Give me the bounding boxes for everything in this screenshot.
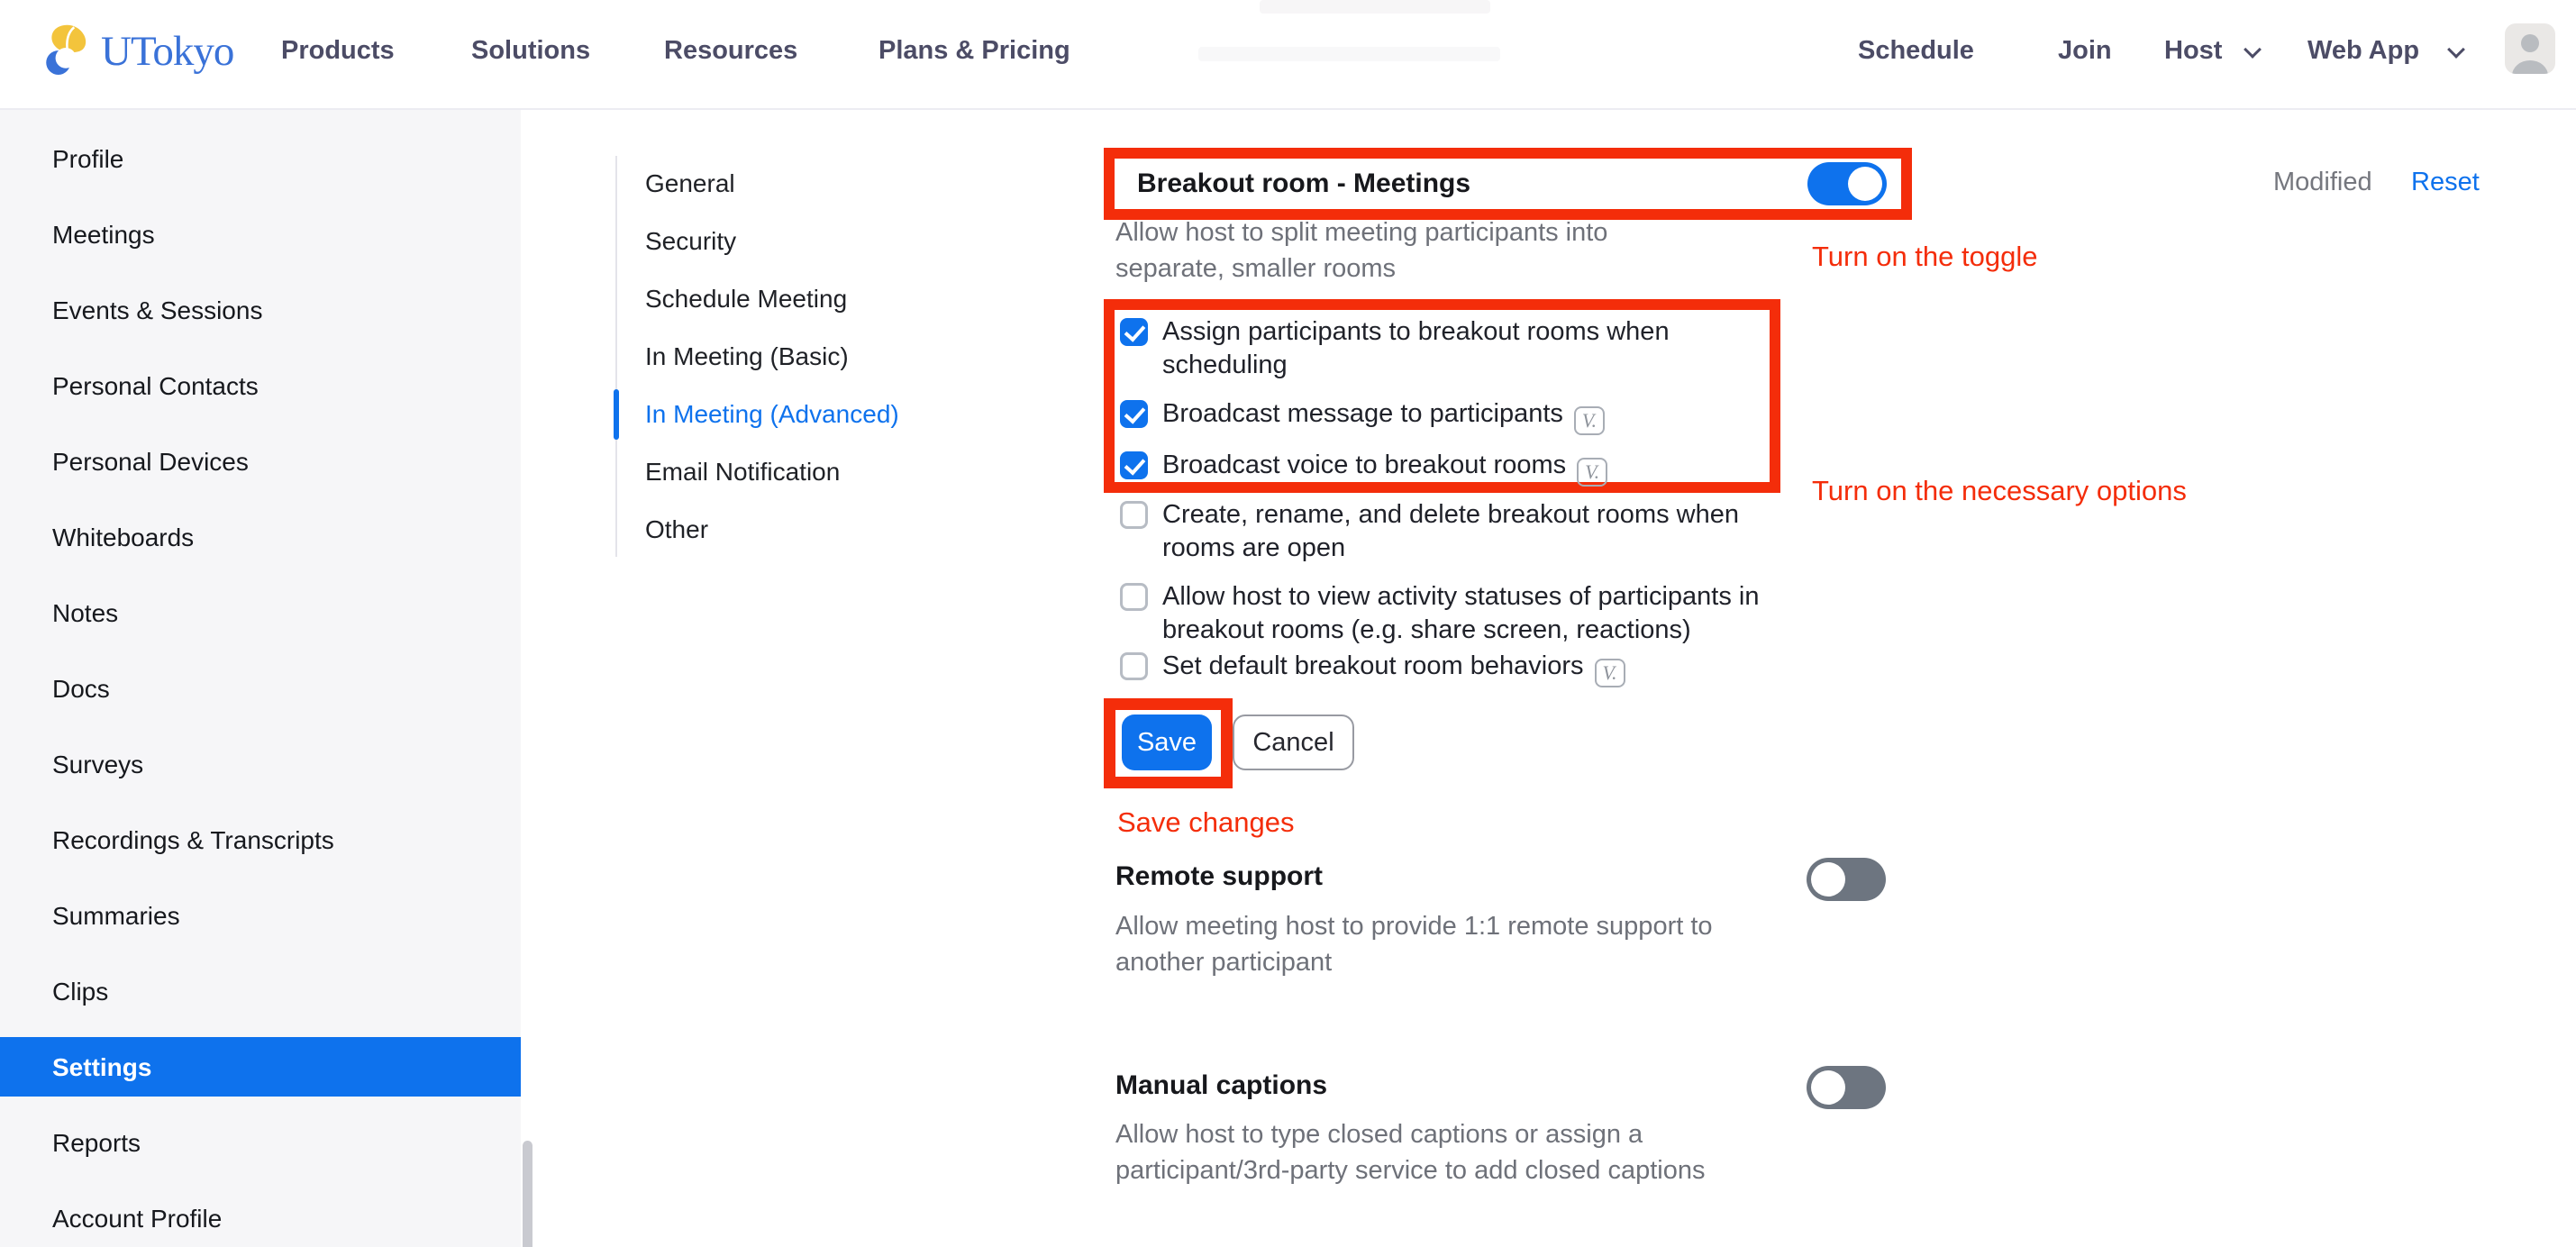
sidebar-item-events[interactable]: Events & Sessions (52, 296, 263, 324)
tab-in-meeting-advanced[interactable]: In Meeting (Advanced) (645, 400, 899, 428)
tab-security[interactable]: Security (645, 227, 737, 255)
active-tab-indicator (614, 389, 619, 440)
option-label: Create, rename, and delete breakout rooms when rooms are open (1162, 500, 1739, 562)
sidebar-item-recordings[interactable]: Recordings & Transcripts (52, 826, 334, 854)
checkbox-checked[interactable] (1120, 318, 1148, 346)
option-label: Allow host to view activity statuses of participants in breakout rooms (e.g. share screen, reactions) (1162, 582, 1760, 644)
sidebar-item-settings[interactable]: Settings (52, 1053, 152, 1081)
checkbox-unchecked[interactable] (1120, 652, 1148, 680)
sidebar-item-reports[interactable]: Reports (52, 1129, 141, 1157)
remote-support-title: Remote support (1115, 861, 1324, 891)
sidebar-item-notes[interactable]: Notes (52, 599, 119, 627)
option-row-assign (1120, 315, 1739, 382)
remote-support-description: Allow meeting host to provide 1:1 remote support to another participant (1115, 912, 1713, 977)
option-row-default-behaviors (1120, 650, 1625, 687)
checkbox-unchecked[interactable] (1120, 501, 1148, 529)
profile-avatar[interactable] (2505, 23, 2555, 74)
sidebar-item-clips[interactable]: Clips (52, 978, 109, 1006)
annotation-turn-on-toggle: Turn on the toggle (1812, 241, 2038, 272)
annotation-box-breakout-title (1104, 148, 1912, 220)
nav-resources[interactable]: Resources (664, 36, 798, 65)
remote-support-toggle[interactable] (1807, 858, 1886, 901)
annotation-turn-on-options: Turn on the necessary options (1812, 475, 2187, 506)
subnav-divider (615, 156, 617, 557)
option-row-broadcast-voice (1120, 449, 1607, 487)
checkbox-checked[interactable] (1120, 451, 1148, 479)
option-row-create-rename (1120, 498, 1784, 565)
nav-join[interactable]: Join (2058, 36, 2112, 65)
checkbox-unchecked[interactable] (1120, 583, 1148, 611)
option-row-activity-statuses (1120, 580, 1780, 647)
option-row-broadcast-message (1120, 397, 1605, 435)
chevron-down-icon (2245, 43, 2260, 58)
option-label: Broadcast voice to breakout rooms V. (1162, 449, 1607, 487)
sidebar-item-docs[interactable]: Docs (52, 675, 110, 703)
annotation-save-changes: Save changes (1117, 806, 1295, 838)
tab-in-meeting-basic[interactable]: In Meeting (Basic) (645, 342, 849, 370)
sidebar-item-surveys[interactable]: Surveys (52, 751, 144, 778)
scrolled-content-ghost (1198, 47, 1500, 61)
sidebar-item-profile[interactable]: Profile (52, 145, 124, 173)
option-label: Broadcast message to participants V. (1162, 397, 1605, 435)
sidebar-item-devices[interactable]: Personal Devices (52, 448, 249, 476)
sidebar-item-summaries[interactable]: Summaries (52, 902, 180, 930)
nav-host[interactable]: Host (2164, 36, 2223, 65)
reset-link[interactable]: Reset (2411, 168, 2480, 196)
breakout-room-title: Breakout room - Meetings (1137, 168, 1471, 198)
breakout-room-description: Allow host to split meeting participants into separate, smaller rooms (1115, 218, 1608, 283)
sidebar-scrollbar[interactable] (523, 1141, 532, 1247)
nav-plans-pricing[interactable]: Plans & Pricing (878, 36, 1070, 65)
breakout-room-toggle[interactable] (1807, 162, 1887, 205)
toggle-knob (1811, 862, 1845, 897)
manual-captions-toggle[interactable] (1807, 1066, 1886, 1109)
scrolled-content-ghost (1260, 0, 1490, 14)
modified-status: Modified (2273, 168, 2372, 196)
sidebar-item-contacts[interactable]: Personal Contacts (52, 372, 259, 400)
checkbox-checked[interactable] (1120, 400, 1148, 428)
nav-solutions[interactable]: Solutions (471, 36, 591, 65)
option-label: Assign participants to breakout rooms when scheduling (1162, 317, 1670, 379)
chevron-down-icon (2449, 43, 2463, 58)
sidebar-item-meetings[interactable]: Meetings (52, 221, 155, 249)
logo-wordmark: UTokyo (101, 27, 234, 75)
top-navbar (0, 0, 2576, 110)
toggle-knob (1848, 167, 1882, 201)
nav-web-app[interactable]: Web App (2307, 36, 2420, 65)
ginkgo-leaf-icon (40, 22, 94, 80)
tab-email-notification[interactable]: Email Notification (645, 458, 841, 486)
version-badge: V. (1577, 458, 1607, 487)
settings-tabs (645, 155, 899, 559)
manual-captions-description: Allow host to type closed captions or assign a participant/3rd-party service to add closed captions (1115, 1120, 1706, 1185)
cancel-button[interactable]: Cancel (1233, 715, 1354, 770)
sidebar-menu (0, 122, 521, 1247)
left-sidebar (0, 110, 521, 1247)
nav-schedule[interactable]: Schedule (1858, 36, 1974, 65)
person-silhouette-icon (2505, 23, 2555, 74)
toggle-knob (1811, 1070, 1845, 1105)
manual-captions-title: Manual captions (1115, 1070, 1328, 1100)
version-badge: V. (1595, 659, 1625, 687)
version-badge: V. (1574, 406, 1605, 435)
save-button[interactable]: Save (1122, 715, 1212, 770)
tab-general[interactable]: General (645, 169, 735, 197)
option-label: Set default breakout room behaviors V. (1162, 650, 1625, 687)
nav-products[interactable]: Products (281, 36, 395, 65)
tab-other[interactable]: Other (645, 515, 709, 543)
tab-schedule-meeting[interactable]: Schedule Meeting (645, 285, 848, 313)
sidebar-item-whiteboards[interactable]: Whiteboards (52, 523, 195, 551)
sidebar-item-account-profile[interactable]: Account Profile (52, 1205, 223, 1233)
utokyo-logo[interactable] (40, 22, 233, 80)
